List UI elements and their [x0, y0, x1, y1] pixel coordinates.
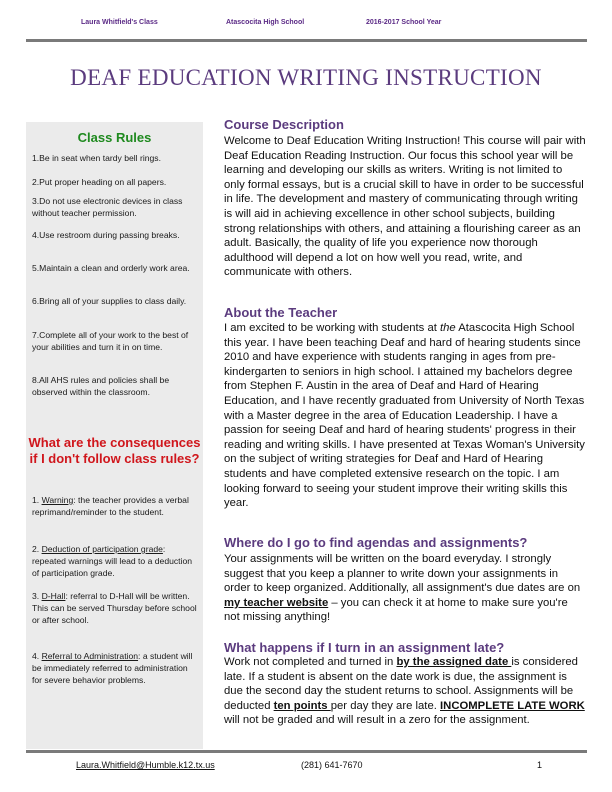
course-description-body: Welcome to Deaf Education Writing Instruction! This course will pair with Deaf Education Reading Instruction. Our focus this school year will be learning and developing our skills as writers. Writing is not limited to only formal essays, but is a crucial skill to have in order to be successful in life. The development and mastery of communicating through writing is will aid in achieving excellence in other school subjects, building strong relationships with others, and attaining a flourishing career as an adult. Basically, the quality of life you experience now thorough adulthood will depend a lot on how well you read, write, and communicate with others.	[224, 135, 586, 279]
footer-divider	[26, 750, 587, 753]
late-work-body: Work not completed and turned in by the assigned date is considered late. If a student is absent on the date work is due, the assignment is due the second day the student returns to school. Assignments will be deducted ten points per day they are late. INCOMPLETE LATE WORK will not be graded and will result in a zero for the assignment.	[224, 656, 585, 727]
consequence-term: D-Hall	[41, 591, 66, 601]
class-rules-heading: Class Rules	[77, 130, 152, 145]
rule-item: 3.Do not use electronic devices in class without teacher permission.	[32, 196, 183, 218]
consequence-item: 2. Deduction of participation grade: repeated warnings will lead to a deduction of participation grade.	[32, 544, 193, 578]
agendas-heading: Where do I go to find agendas and assignments?	[224, 535, 528, 550]
rule-item: 5.Maintain a clean and orderly work area.	[32, 263, 190, 273]
consequence-term: Referral to Administration	[41, 651, 139, 661]
about-teacher-body: I am excited to be working with students at the Atascocita High School this year. I have been teaching Deaf and hard of hearing students since 2010 and have experience with students ranging in ages from pre-kindergarten to seniors in high school. I attained my bachelors degree from Stephen F. Austin in the area of Deaf and Hard of Hearing Education, and I have recently graduated from University of North Texas with a Master degree in the area of Education Leadership. I have a passion for seeing Deaf and hard of hearing students' progress in their reading and writing skills. I have presented at Texas Woman's University on the subject of writing strategies for Deaf and Hard of Hearing students and have completed extensive research on the topic. I am looking forward to seeing your student improve their writing skills this year.	[224, 322, 585, 510]
consequence-term: Warning	[41, 495, 74, 505]
consequence-item: 3. D-Hall: referral to D-Hall will be written. This can be served Thursday before school or after school.	[32, 591, 197, 625]
page-number: 1	[537, 760, 543, 770]
rule-item: 4.Use restroom during passing breaks.	[32, 230, 180, 240]
page-header	[26, 19, 587, 31]
about-teacher-heading: About the Teacher	[224, 305, 338, 320]
consequence-item: 4. Referral to Administration: a student will be immediately referred to administration for severe behavior problems.	[32, 651, 193, 685]
consequences-heading: What are the consequences if I don't follow class rules?	[28, 435, 201, 466]
rule-item: 7.Complete all of your work to the best of your abilities and turn it in on time.	[32, 330, 189, 352]
phone-number: (281) 641-7670	[301, 760, 363, 770]
consequence-term: Deduction of participation grade	[41, 544, 163, 554]
consequence-item: 1. Warning: the teacher provides a verbal reprimand/reminder to the student.	[32, 495, 189, 517]
rule-item: 8.All AHS rules and policies shall be observed within the classroom.	[32, 375, 170, 397]
sidebar-panel	[26, 122, 203, 749]
header-divider	[26, 39, 587, 42]
late-work-heading: What happens if I turn in an assignment late?	[224, 640, 505, 655]
rule-item: 1.Be in seat when tardy bell rings.	[32, 153, 161, 163]
header-school: Atascocita High School	[226, 19, 305, 26]
email-link[interactable]: Laura.Whitfield@Humble.k12.tx.us	[76, 760, 215, 770]
rule-item: 2.Put proper heading on all papers.	[32, 177, 167, 187]
rule-item: 6.Bring all of your supplies to class daily.	[32, 296, 187, 306]
header-school-year: 2016-2017 School Year	[366, 19, 442, 26]
header-class-name: Laura Whitfield's Class	[81, 19, 158, 26]
agendas-body: Your assignments will be written on the board everyday. I strongly suggest that you keep a planner to write down your assignments in order to keep organized. Additionally, all assignment's due dates are on my teacher website – you can check it at home to make sure you're not missing anything!	[224, 553, 581, 624]
course-description-heading: Course Description	[224, 117, 344, 132]
teacher-website-link[interactable]: my teacher website	[224, 596, 329, 609]
page-title: DEAF EDUCATION WRITING INSTRUCTION	[70, 65, 542, 90]
